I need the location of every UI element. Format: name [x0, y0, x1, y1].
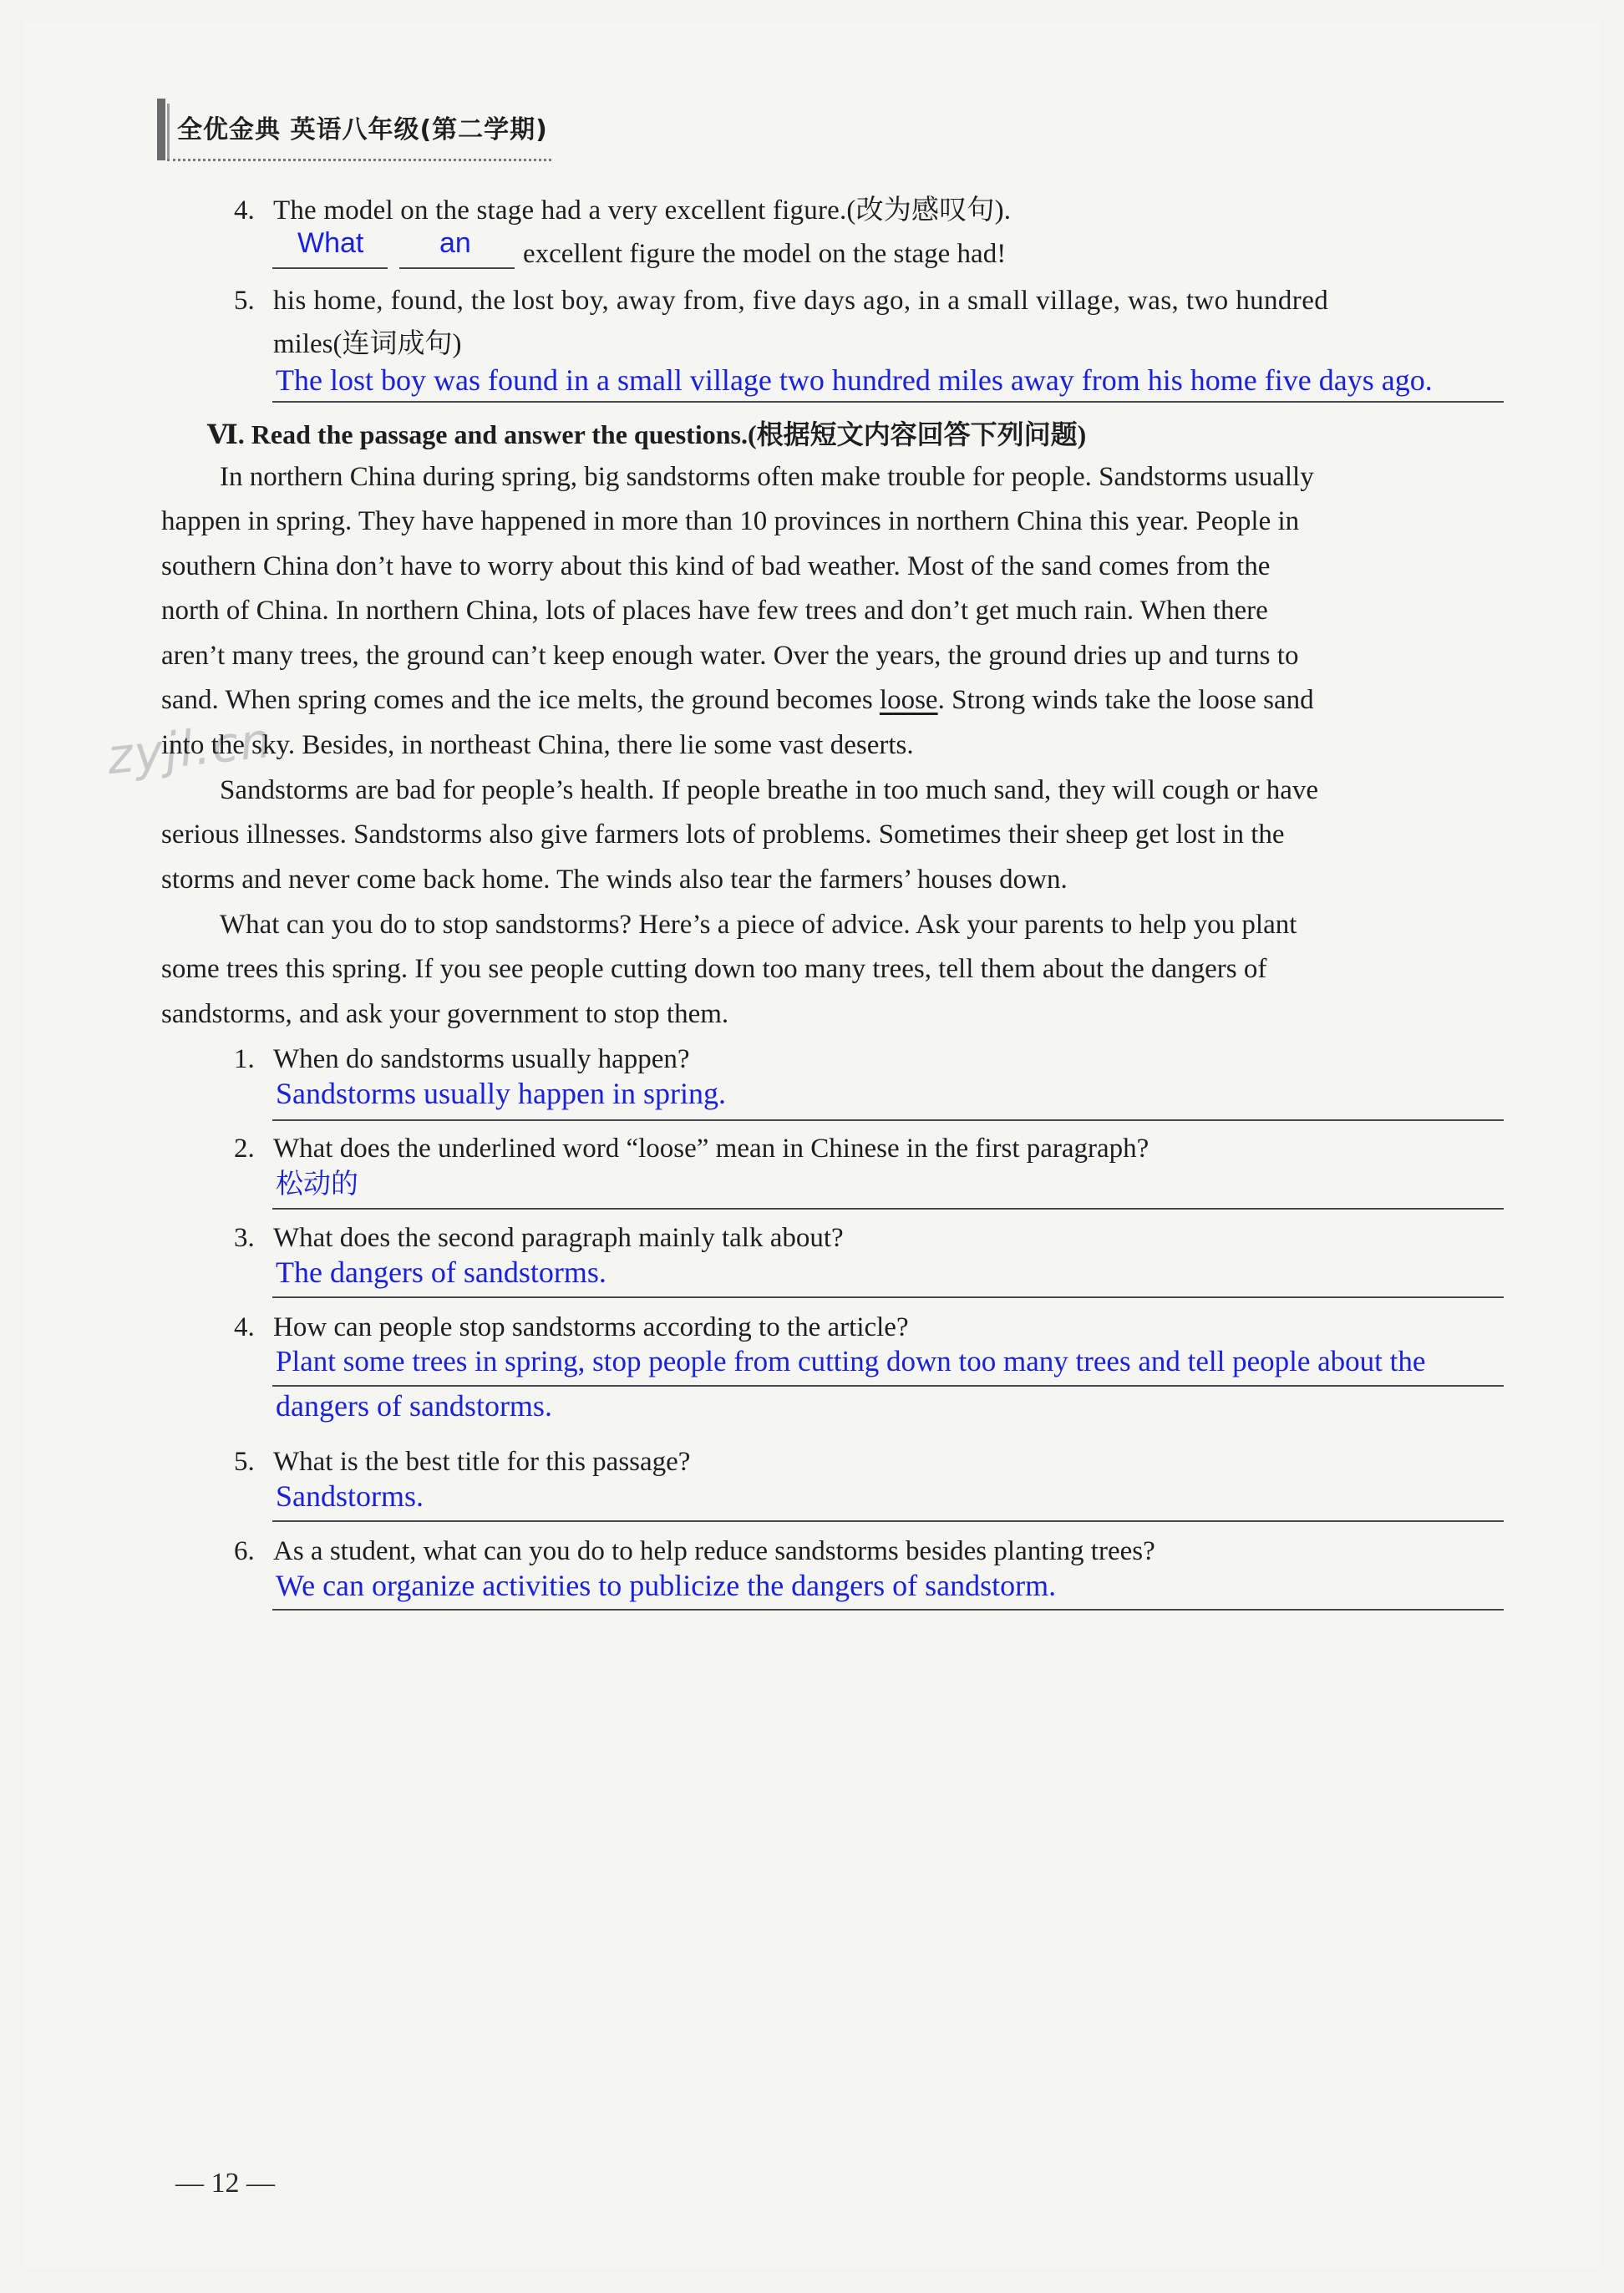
question-3-number: 3. [234, 1223, 255, 1253]
q5-number: 5. [234, 286, 255, 316]
p3-line3: sandstorms, and ask your government to stop them. [161, 999, 729, 1029]
q5-answer: The lost boy was found in a small village two hundred miles away from his home five days ago. [276, 363, 1433, 397]
p1-line3: southern China don’t have to worry about this kind of bad weather. Most of the sand comes from the [161, 551, 1271, 581]
q4-blank2-line [399, 267, 515, 269]
p3-line1: What can you do to stop sandstorms? Here’s a piece of advice. Ask your parents to help you plant [220, 910, 1297, 940]
question-5-line [272, 1520, 1504, 1522]
p1-line7: into the sky. Besides, in northeast China, there lie some vast deserts. [161, 730, 914, 760]
question-2-answer: 松动的 [276, 1167, 358, 1200]
underlined-word-loose: loose [879, 685, 938, 715]
question-3-text: What does the second paragraph mainly talk about? [273, 1223, 844, 1253]
p1-line6-start: sand. When spring comes and the ice melts, the ground becomes [161, 685, 880, 715]
q4-text: The model on the stage had a very excellent figure.(改为感叹句). [273, 195, 1012, 226]
question-6-answer: We can organize activities to publicize the dangers of sandstorm. [276, 1569, 1057, 1602]
p1-line5: aren’t many trees, the ground can’t keep enough water. Over the years, the ground dries up and turns to [161, 641, 1299, 671]
watermark: zyjl.cn [104, 711, 276, 786]
question-4-answer-line1: Plant some trees in spring, stop people from cutting down too many trees and tell people about the [276, 1345, 1426, 1377]
q5-answer-line [272, 401, 1504, 403]
p1-line4: north of China. In northern China, lots of places have few trees and don’t get much rain. When there [161, 596, 1268, 626]
q4-tail: excellent figure the model on the stage had! [523, 239, 1007, 269]
question-6-text: As a student, what can you do to help reduce sandstorms besides planting trees? [273, 1536, 1155, 1566]
p1-line2: happen in spring. They have happened in more than 10 provinces in northern China this year. People in [161, 506, 1300, 536]
question-6-line [272, 1609, 1504, 1611]
question-1-number: 1. [234, 1044, 255, 1074]
question-2-text: What does the underlined word “loose” mean in Chinese in the first paragraph? [273, 1134, 1149, 1164]
question-1-text: When do sandstorms usually happen? [273, 1044, 690, 1074]
question-5-text: What is the best title for this passage? [273, 1447, 691, 1477]
header-bar-thin [167, 104, 170, 159]
question-1-line [272, 1119, 1504, 1121]
question-4-number: 4. [234, 1312, 255, 1342]
p2-line3: storms and never come back home. The winds also tear the farmers’ houses down. [161, 865, 1068, 895]
header-bar [157, 99, 165, 160]
question-3-answer: The dangers of sandstorms. [276, 1256, 606, 1289]
section-title: Ⅵ. Read the passage and answer the questions.(根据短文内容回答下列问题) [207, 419, 1087, 449]
question-4-answer-line2: dangers of sandstorms. [276, 1389, 552, 1423]
p2-line1: Sandstorms are bad for people’s health. If people breathe in too much sand, they will cough or have [220, 775, 1319, 805]
p1-line6 [161, 683, 1314, 717]
question-3-line [272, 1296, 1504, 1298]
question-4-line [272, 1385, 1504, 1387]
question-4-text: How can people stop sandstorms according to the article? [273, 1312, 909, 1342]
question-5-answer: Sandstorms. [276, 1479, 424, 1513]
q4-blank1-line [272, 267, 388, 269]
question-6-number: 6. [234, 1536, 255, 1566]
q5-line2: miles(连词成句) [273, 329, 462, 359]
q4-blank2-answer: an [439, 227, 471, 259]
q5-line1: his home, found, the lost boy, away from, five days ago, in a small village, was, two hundred [273, 286, 1329, 316]
p1-line6-end: . Strong winds take the loose sand [937, 685, 1314, 715]
p2-line2: serious illnesses. Sandstorms also give farmers lots of problems. Sometimes their sheep get lost in the [161, 819, 1285, 850]
question-2-number: 2. [234, 1134, 255, 1164]
page-number: — 12 — [175, 2168, 275, 2199]
header-dotted-rule [167, 159, 551, 161]
question-5-number: 5. [234, 1447, 255, 1477]
header-title: 全优金典 英语八年级(第二学期) [177, 115, 548, 145]
p1-line1: In northern China during spring, big sandstorms often make trouble for people. Sandstorms usually [220, 462, 1314, 492]
question-2-line [272, 1208, 1504, 1210]
q4-blank1-answer: What [297, 227, 364, 259]
question-1-answer: Sandstorms usually happen in spring. [276, 1077, 726, 1110]
q4-number: 4. [234, 195, 255, 226]
p3-line2: some trees this spring. If you see people cutting down too many trees, tell them about the dangers of [161, 954, 1267, 984]
